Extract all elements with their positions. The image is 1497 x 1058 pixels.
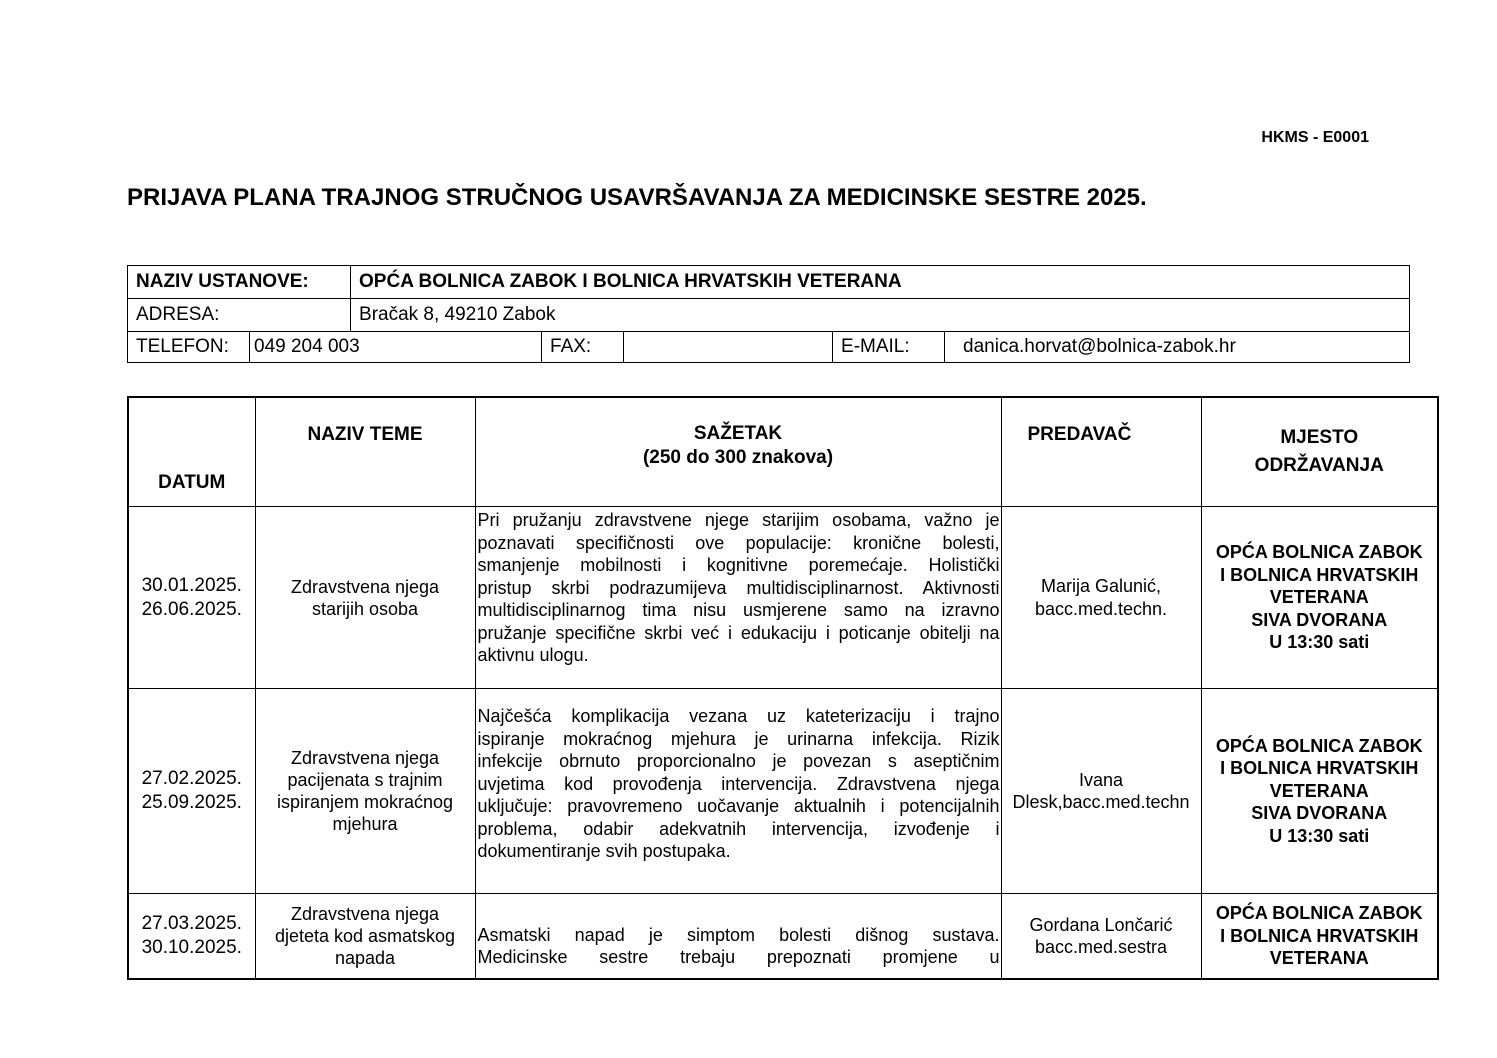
institution-table xyxy=(127,265,1410,363)
phone-label: TELEFON: xyxy=(128,332,250,363)
summary-line: poznavati specifičnosti ove populacije: kronične bolesti, xyxy=(477,532,1000,553)
header-place-line1: MJESTO xyxy=(1280,427,1359,448)
date-cell xyxy=(128,689,255,894)
lecturer-line: Marija Galunić, xyxy=(1040,576,1162,596)
date-cell xyxy=(128,894,255,980)
place-line: I BOLNICA HRVATSKIH xyxy=(1220,925,1419,946)
summary-line: aktivnu ulogu. xyxy=(477,645,589,665)
header-summary xyxy=(475,397,1001,507)
lecturer-cell xyxy=(1001,689,1201,894)
summary-cell xyxy=(475,689,1001,894)
topic-line: Zdravstvena njega xyxy=(290,748,440,768)
place-line: U 13:30 sati xyxy=(1269,632,1370,653)
place-cell xyxy=(1201,894,1438,980)
institution-name-label: NAZIV USTANOVE: xyxy=(128,266,351,299)
summary-line: uvjetima kod provođenja intervencija. Zdravstvena njega xyxy=(477,773,1000,794)
place-line: VETERANA xyxy=(1269,948,1369,969)
header-topic: NAZIV TEME xyxy=(255,397,475,507)
topic-line: pacijenata s trajnim xyxy=(287,770,443,790)
summary-line: dokumentiranje svih postupaka. xyxy=(477,841,731,861)
summary-line: smanjenje mobilnosti i kognitivne poremećaje. Holistički xyxy=(477,555,1000,575)
header-summary-title: SAŽETAK xyxy=(693,423,783,444)
topic-line: Zdravstvena njega xyxy=(290,576,440,597)
summary-line: infekcije obrnuto proporcionalno je povezan s aseptičnim xyxy=(477,751,1000,771)
page-title: PRIJAVA PLANA TRAJNOG STRUČNOG USAVRŠAVANJA ZA MEDICINSKE SESTRE 2025. xyxy=(127,184,1147,211)
summary-cell xyxy=(475,507,1001,689)
date-cell xyxy=(128,507,255,689)
topic-line: Zdravstvena njega xyxy=(290,904,440,924)
topic-line: djeteta kod asmatskog xyxy=(274,926,456,946)
summary-line: Asmatski napad je simptom bolesti dišnog sustava. xyxy=(477,924,1000,945)
place-line: U 13:30 sati xyxy=(1269,825,1370,846)
institution-name-value: OPĆA BOLNICA ZABOK I BOLNICA HRVATSKIH VETERANA xyxy=(351,266,1410,299)
topic-line: mjehura xyxy=(332,814,398,834)
email-label: E-MAIL: xyxy=(833,332,945,363)
place-line: I BOLNICA HRVATSKIH xyxy=(1220,564,1419,585)
fax-value xyxy=(624,332,833,363)
header-lecturer: PREDAVAČ xyxy=(1001,397,1201,507)
lecturer-cell xyxy=(1001,894,1201,980)
place-line: SIVA DVORANA xyxy=(1251,609,1388,630)
topic-cell xyxy=(255,894,475,980)
place-line: I BOLNICA HRVATSKIH xyxy=(1220,758,1419,779)
address-label: ADRESA: xyxy=(128,299,351,332)
summary-line: uključuje: pravovremeno uočavanje aktualnih i potencijalnih xyxy=(477,796,1000,816)
lecturer-line: Ivana xyxy=(1078,769,1124,790)
lecturer-line: Dlesk,bacc.med.techn xyxy=(1012,792,1190,812)
date-second: 30.10.2025. xyxy=(141,937,242,958)
header-place-line2: ODRŽAVANJA xyxy=(1254,455,1384,476)
table-row xyxy=(128,894,1438,980)
summary-line: ispiranje mokraćnog mjehura je urinarna infekcija. Rizik xyxy=(477,728,1000,749)
summary-line: pristup skrbi podrazumijeva multidisciplinarnost. Aktivnosti xyxy=(477,577,1000,598)
header-place xyxy=(1201,397,1438,507)
lecturer-cell xyxy=(1001,507,1201,689)
summary-line: pružanje specifične skrbi već i edukaciju i poticanje obitelji na xyxy=(477,622,1000,643)
summary-cell xyxy=(475,894,1001,980)
place-line: OPĆA BOLNICA ZABOK xyxy=(1215,903,1423,924)
topic-line: starijih osoba xyxy=(311,598,419,619)
document-code: HKMS - E0001 xyxy=(1261,129,1369,146)
phone-value: 049 204 003 xyxy=(250,332,542,363)
date-first: 27.03.2025. xyxy=(141,913,242,934)
education-plan-table xyxy=(127,396,1439,980)
place-line: OPĆA BOLNICA ZABOK xyxy=(1215,542,1423,563)
summary-line: Pri pružanju zdravstvene njege starijim osobama, važno je xyxy=(477,510,1000,530)
summary-line: multidisciplinarnog tima nisu usmjerene samo na izravno xyxy=(477,600,1000,620)
date-second: 25.09.2025. xyxy=(141,792,242,813)
summary-line: Najčešća komplikacija vezana uz kateterizaciju i trajno xyxy=(477,706,1000,726)
date-first: 30.01.2025. xyxy=(141,574,242,596)
lecturer-line: Gordana Lončarić xyxy=(1029,914,1173,935)
header-summary-note: (250 do 300 znakova) xyxy=(642,447,834,468)
table-row xyxy=(128,507,1438,689)
email-value: danica.horvat@bolnica-zabok.hr xyxy=(945,332,1410,363)
address-value: Bračak 8, 49210 Zabok xyxy=(351,299,1410,332)
topic-cell xyxy=(255,507,475,689)
fax-label: FAX: xyxy=(542,332,624,363)
summary-line: problema, odabir adekvatnih intervencija, izvođenje i xyxy=(477,818,1000,839)
place-line: VETERANA xyxy=(1269,780,1369,801)
place-cell xyxy=(1201,507,1438,689)
topic-cell xyxy=(255,689,475,894)
date-first: 27.02.2025. xyxy=(141,768,242,789)
date-second: 26.06.2025. xyxy=(141,598,242,620)
place-line: SIVA DVORANA xyxy=(1251,803,1388,824)
place-line: OPĆA BOLNICA ZABOK xyxy=(1215,735,1423,756)
place-line: VETERANA xyxy=(1269,587,1369,608)
topic-line: napada xyxy=(334,948,396,968)
lecturer-line: bacc.med.techn. xyxy=(1034,598,1168,619)
summary-line: Medicinske sestre trebaju prepoznati promjene u xyxy=(477,947,1000,967)
topic-line: ispiranjem mokraćnog xyxy=(276,792,454,812)
header-date: DATUM xyxy=(128,397,255,507)
table-row xyxy=(128,689,1438,894)
place-cell xyxy=(1201,689,1438,894)
lecturer-line: bacc.med.sestra xyxy=(1034,937,1168,957)
